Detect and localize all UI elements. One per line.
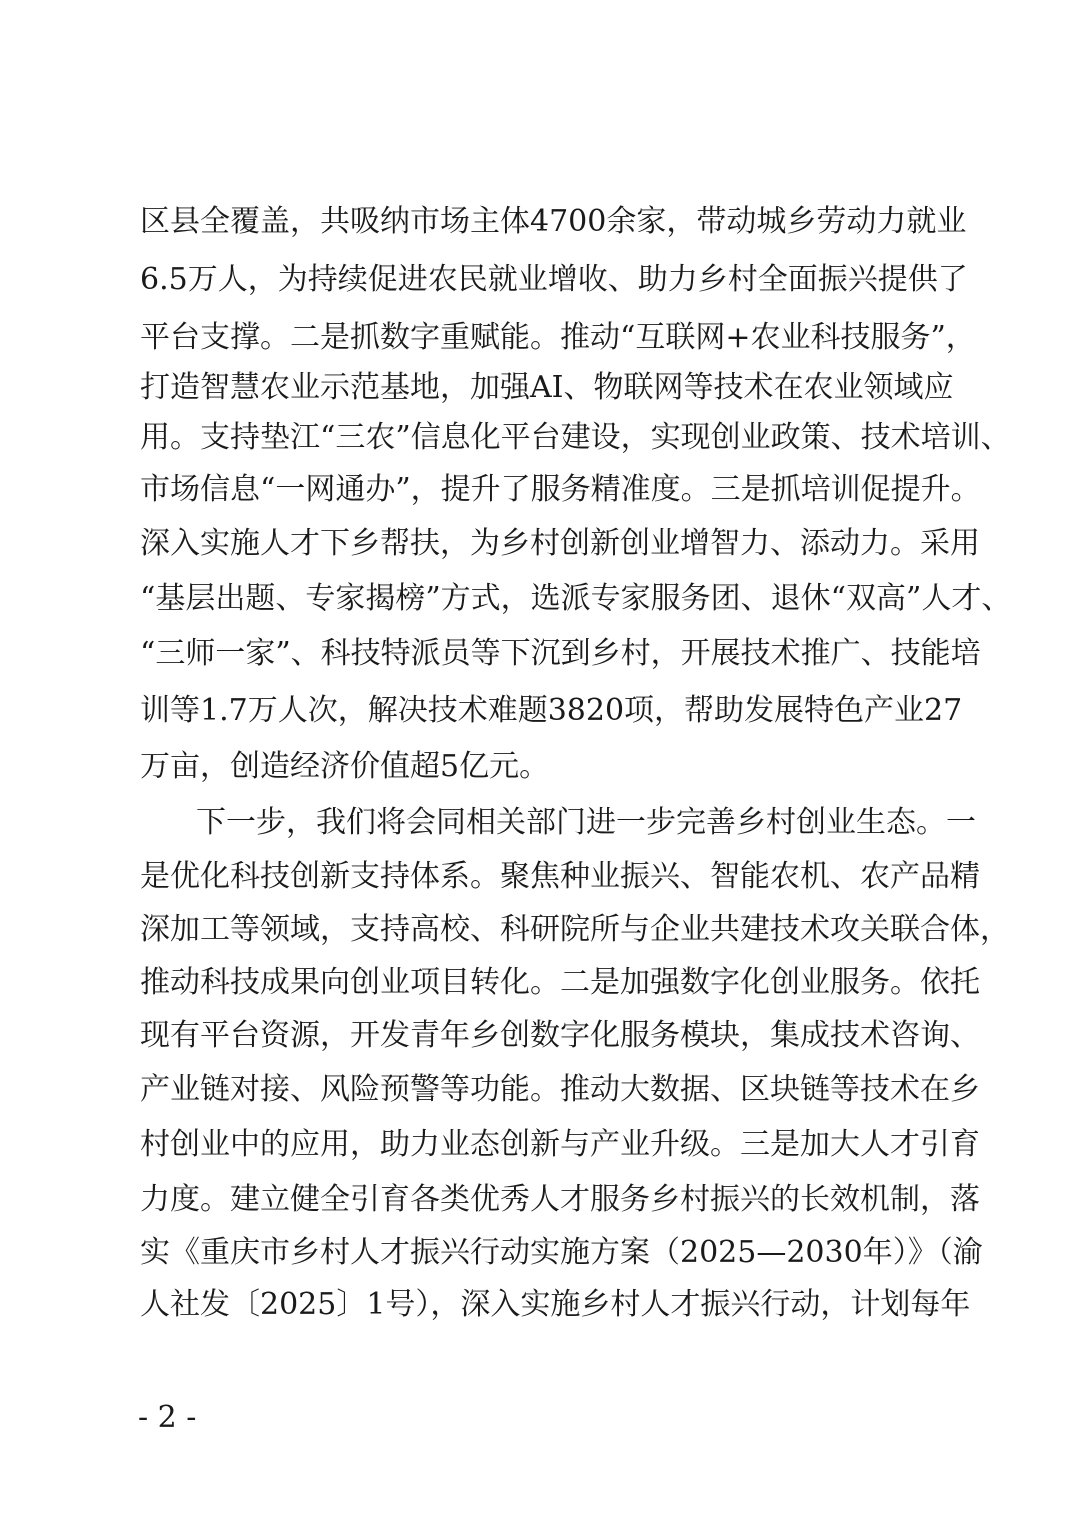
body-text-line: 平台支撑。二是抓数字重赋能。推动“互联网+农业科技服务”， bbox=[140, 320, 976, 355]
body-text-line: 村创业中的应用，助力业态创新与产业升级。三是加大人才引育 bbox=[140, 1127, 980, 1162]
body-text-line: 训等1.7万人次，解决技术难题3820项，帮助发展特色产业27 bbox=[140, 693, 963, 728]
body-text-line: 市场信息“一网通办”，提升了服务精准度。三是抓培训促提升。 bbox=[140, 472, 981, 507]
page-number: - 2 - bbox=[138, 1400, 197, 1435]
body-text-line: 区县全覆盖，共吸纳市场主体4700余家，带动城乡劳动力就业 bbox=[140, 204, 967, 239]
body-text-line: 实《重庆市乡村人才振兴行动实施方案（2025—2030年）》（渝 bbox=[140, 1235, 983, 1270]
body-text-line: 推动科技成果向创业项目转化。二是加强数字化创业服务。依托 bbox=[140, 965, 980, 1000]
body-text-line: 是优化科技创新支持体系。聚焦种业振兴、智能农机、农产品精 bbox=[140, 859, 980, 894]
body-text-line: 深加工等领域，支持高校、科研院所与企业共建技术攻关联合体， bbox=[140, 912, 1010, 947]
body-text-line: 用。支持垫江“三农”信息化平台建设，实现创业政策、技术培训、 bbox=[140, 420, 1011, 455]
body-text-line: 产业链对接、风险预警等功能。推动大数据、区块链等技术在乡 bbox=[140, 1072, 980, 1107]
body-text-line: “三师一家”、科技特派员等下沉到乡村，开展技术推广、技能培 bbox=[140, 636, 981, 671]
body-text-line: 现有平台资源，开发青年乡创数字化服务模块，集成技术咨询、 bbox=[140, 1018, 980, 1053]
body-text-line: 力度。建立健全引育各类优秀人才服务乡村振兴的长效机制，落 bbox=[140, 1182, 980, 1217]
body-text-line: 人社发〔2025〕1号），深入实施乡村人才振兴行动，计划每年 bbox=[140, 1287, 971, 1322]
body-text-line: 万亩，创造经济价值超5亿元。 bbox=[140, 749, 550, 784]
body-text-line: “基层出题、专家揭榜”方式，选派专家服务团、退休“双高”人才、 bbox=[140, 581, 1012, 616]
body-text-line: 深入实施人才下乡帮扶，为乡村创新创业增智力、添动力。采用 bbox=[140, 526, 980, 561]
body-text-line: 打造智慧农业示范基地，加强AI、物联网等技术在农业领域应 bbox=[140, 370, 954, 405]
body-text-line: 6.5万人，为持续促进农民就业增收、助力乡村全面振兴提供了 bbox=[140, 262, 968, 297]
body-text-line: 下一步，我们将会同相关部门进一步完善乡村创业生态。一 bbox=[196, 805, 976, 840]
